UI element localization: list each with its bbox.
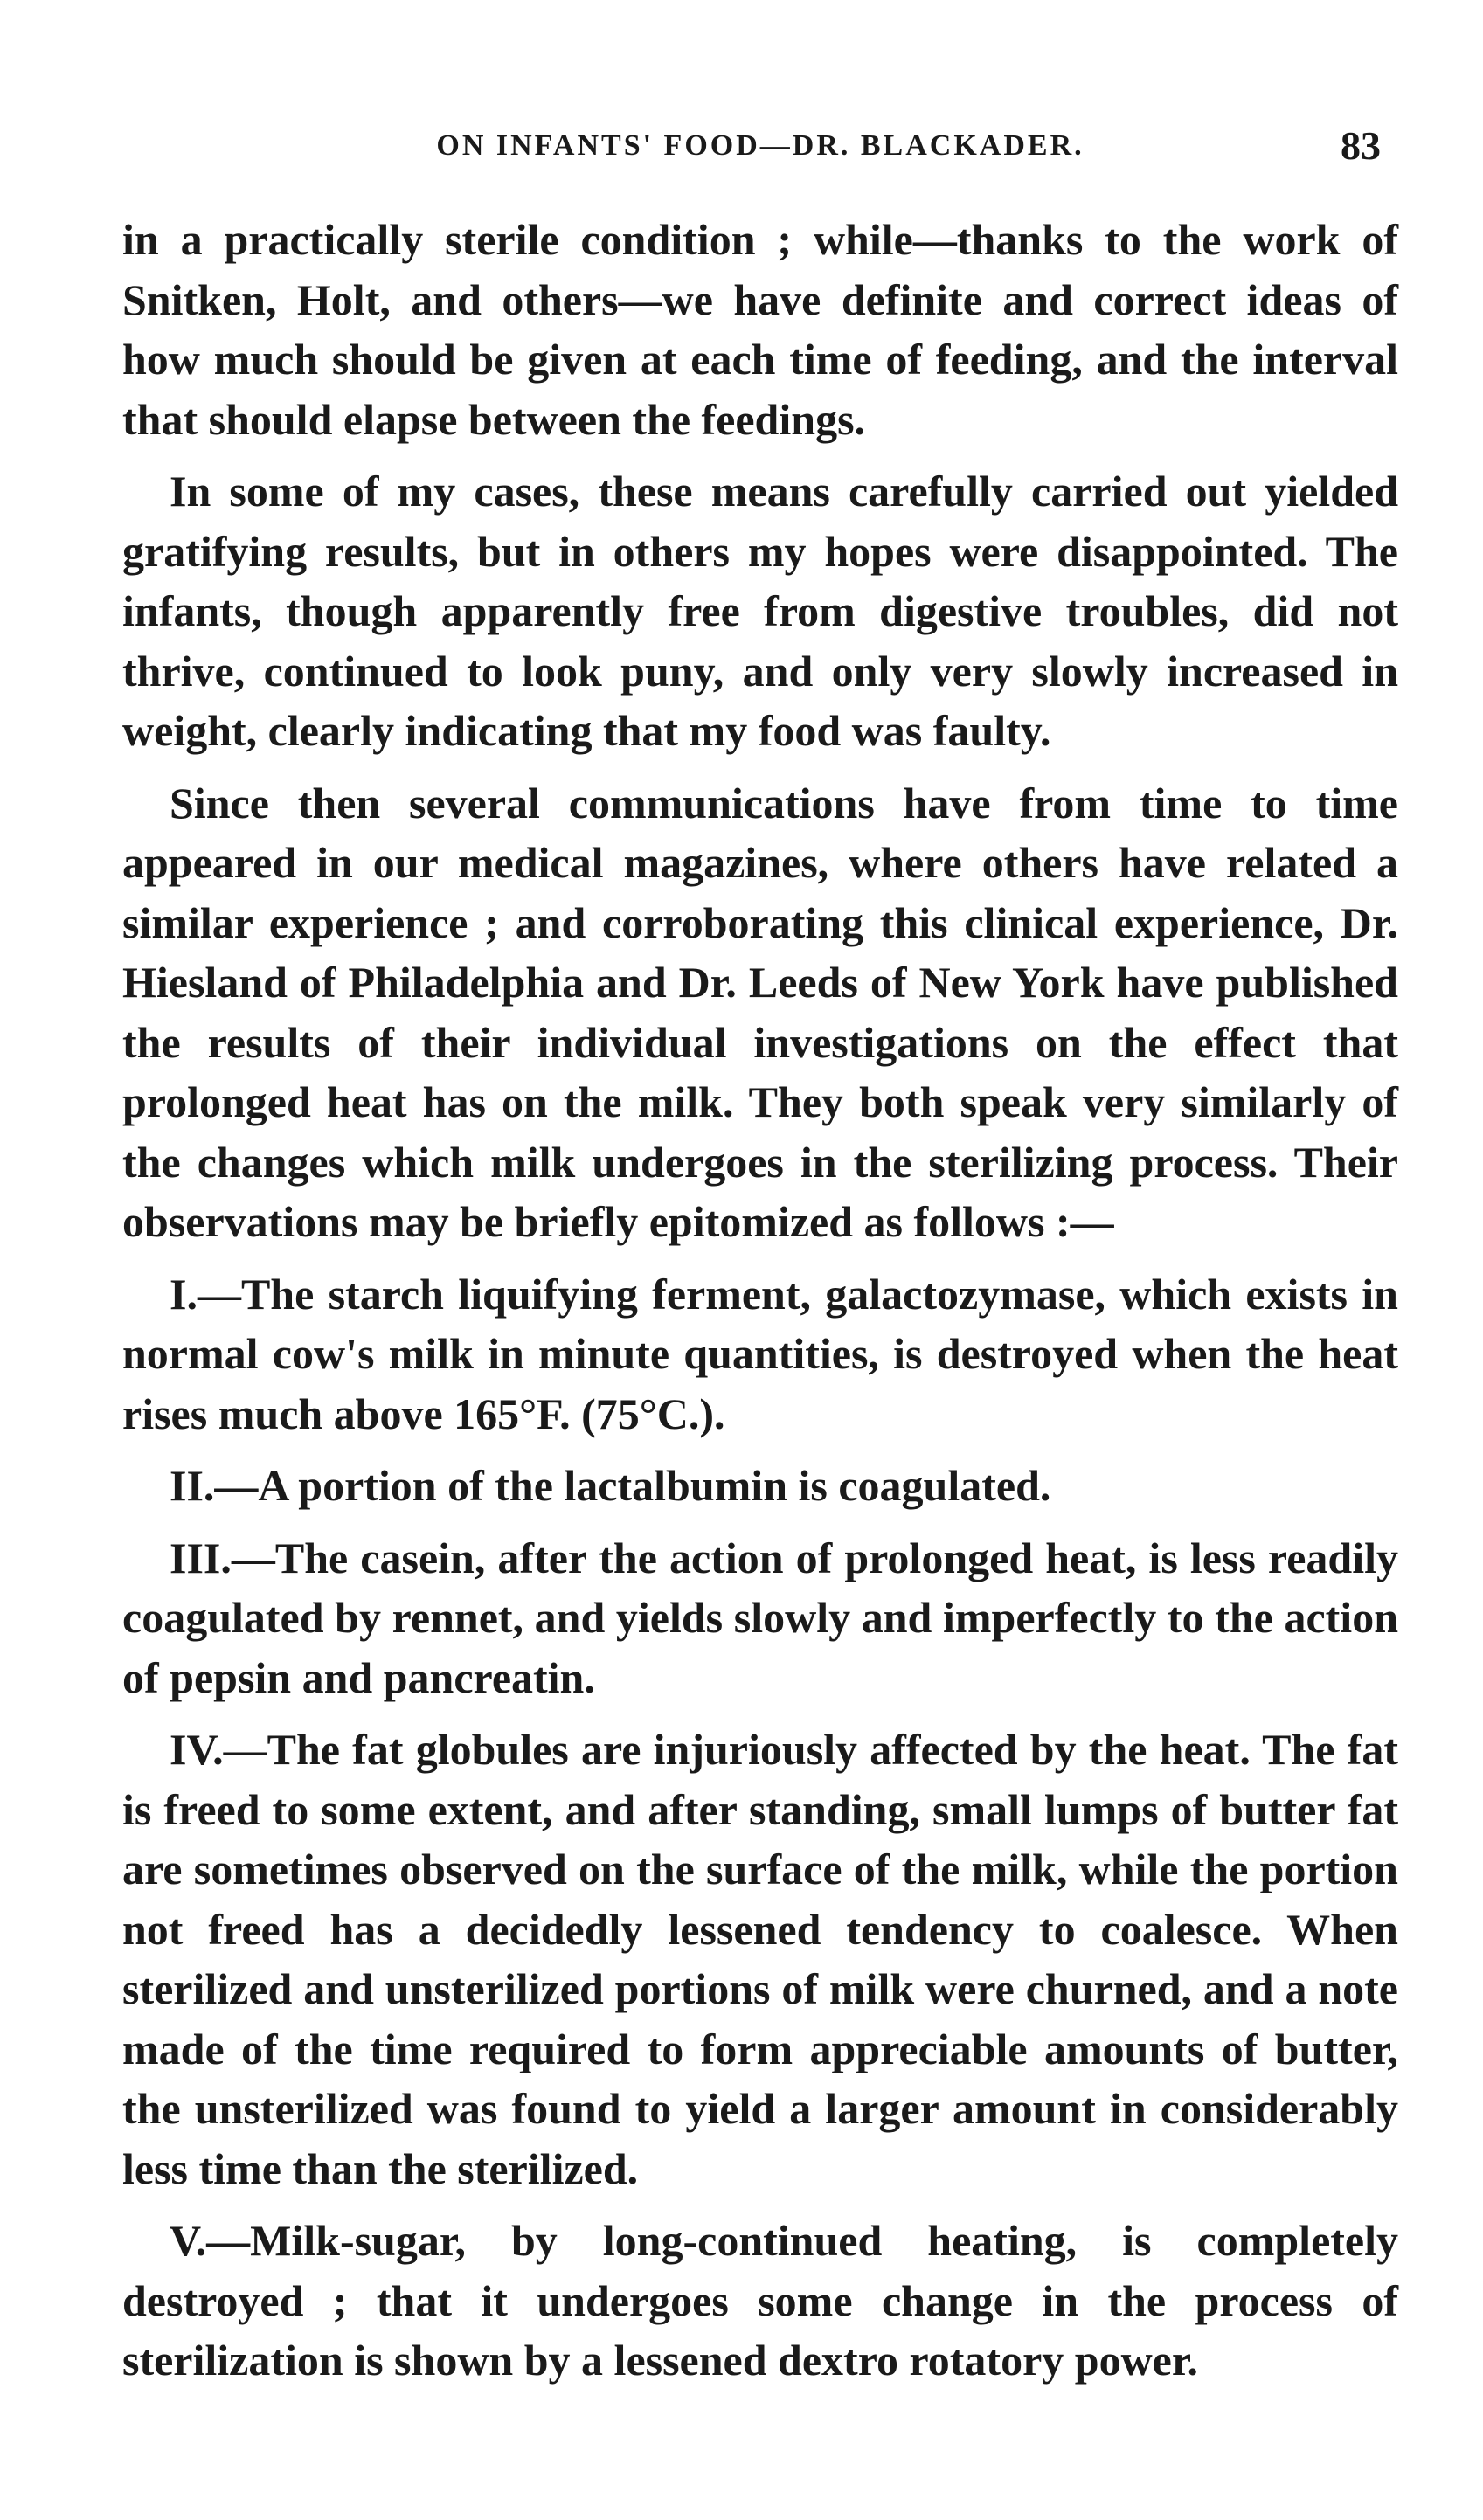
body-text xyxy=(122,210,1398,2391)
paragraph: Since then several communications have from time to time appeared in our medical magazines, where others have related a similar experience ; and corroborating this clinical experience, Dr. Hiesland of Philadelphia and Dr. Leeds of New York have published the results of their individual investigations on the effect that prolonged heat has on the milk. They both speak very similarly of the changes which milk undergoes in the sterilizing process. Their observations may be briefly epitomized as follows :— xyxy=(122,778,1398,1246)
list-item-iii: III.—The casein, after the action of prolonged heat, is less readily coagulated by rennet, and yields slowly and imperfectly to the action of pepsin and pancreatin. xyxy=(122,1533,1398,1702)
running-title: ON INFANTS' FOOD—DR. BLACKADER. xyxy=(436,129,1085,162)
book-page xyxy=(122,122,1398,2403)
list-item-v: V.—Milk-sugar, by long-continued heating, is completely destroyed ; that it undergoes some change in the process of sterilization is shown by a lessened dextro rotatory power. xyxy=(122,2216,1398,2385)
paragraph-continued: in a practically sterile condition ; while—thanks to the work of Snitken, Holt, and others—we have definite and correct ideas of how much should be given at each time of feeding, and the interval that should elapse between the feedings. xyxy=(122,215,1398,444)
paragraph: In some of my cases, these means carefully carried out yielded gratifying results, but in others my hopes were disappointed. The infants, though apparently free from digestive troubles, did not thrive, continued to look puny, and only very slowly increased in weight, clearly indicating that my food was faulty. xyxy=(122,467,1398,755)
list-item-iv: IV.—The fat globules are injuriously affected by the heat. The fat is freed to some extent, and after standing, small lumps of butter fat are sometimes observed on the surface of the milk, while the portion not freed has a decidedly lessened tendency to coalesce. When sterilized and unsterilized portions of milk were churned, and a note made of the time required to form appreciable amounts of butter, the unsterilized was found to yield a larger amount in considerably less time than the sterilized. xyxy=(122,1725,1398,2193)
running-head xyxy=(122,122,1398,175)
list-item-i: I.—The starch liquifying ferment, galactozymase, which exists in normal cow's milk in minute quantities, is destroyed when the heat rises much above 165°F. (75°C.). xyxy=(122,1269,1398,1438)
list-item-ii: II.—A portion of the lactalbumin is coagulated. xyxy=(170,1461,1051,1510)
page-number: 83 xyxy=(1341,123,1381,168)
